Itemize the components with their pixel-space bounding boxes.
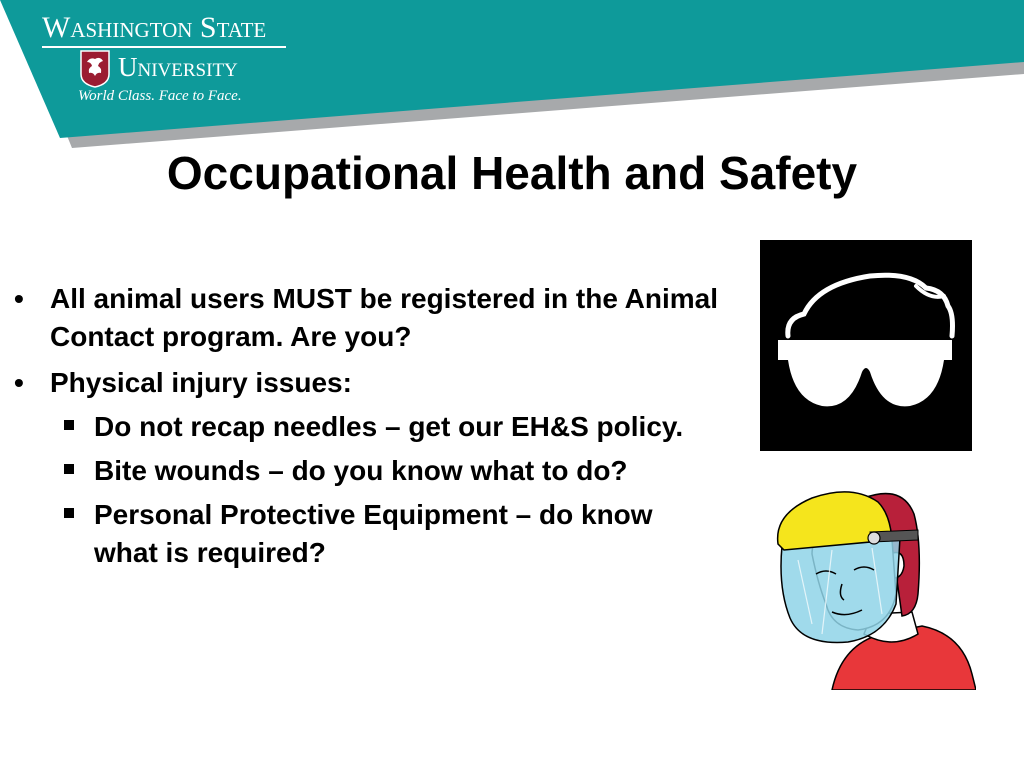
face-shield-worker-icon xyxy=(772,484,976,690)
bullet-marker: • xyxy=(14,367,24,398)
cougar-seal-icon xyxy=(80,50,110,88)
sub-bullet-list xyxy=(50,408,754,572)
bullet-text: Physical injury issues: xyxy=(50,367,352,398)
bullet-text: All animal users MUST be registered in the Animal Contact program. Are you? xyxy=(50,283,719,352)
logo-row xyxy=(42,50,266,92)
square-bullet-marker xyxy=(64,420,74,430)
square-bullet-marker xyxy=(64,508,74,518)
university-logo[interactable] xyxy=(42,11,267,104)
bullet-marker: • xyxy=(14,283,24,314)
logo-line1: Washington State xyxy=(42,11,267,44)
sub-bullet-item xyxy=(50,496,714,572)
sub-bullet-item xyxy=(50,452,714,490)
logo-line2: University xyxy=(118,52,238,82)
logo-rule xyxy=(42,46,286,48)
sub-bullet-text: Do not recap needles – get our EH&S policy. xyxy=(94,411,684,442)
bullet-list xyxy=(14,280,754,580)
bullet-item xyxy=(14,280,754,356)
square-bullet-marker xyxy=(64,464,74,474)
sub-bullet-text: Bite wounds – do you know what to do? xyxy=(94,455,628,486)
sub-bullet-item xyxy=(50,408,714,446)
logo-tagline: World Class. Face to Face. xyxy=(78,88,242,104)
sub-bullet-text: Personal Protective Equipment – do know what is required? xyxy=(94,499,653,568)
bullet-item xyxy=(14,364,754,572)
slide-title: Occupational Health and Safety xyxy=(166,147,858,199)
safety-goggles-icon xyxy=(760,240,972,451)
